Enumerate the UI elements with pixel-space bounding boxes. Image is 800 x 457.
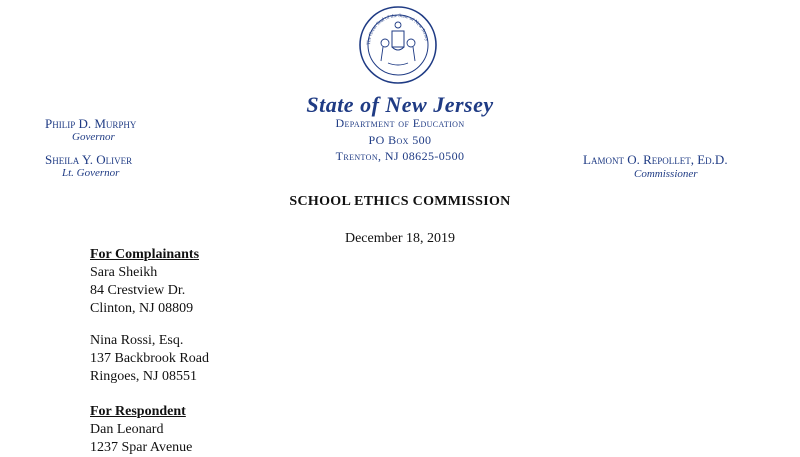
counsel-block — [90, 332, 209, 386]
respondent-name: Dan Leonard — [90, 422, 164, 437]
department-name: Department of Education — [335, 116, 465, 130]
svg-text:The Great Seal of the State of — [367, 14, 429, 45]
complainant-street: 84 Crestview Dr. — [90, 283, 186, 298]
lt-governor-title: Lt. Governor — [62, 167, 120, 179]
state-title: State of New Jersey — [306, 92, 494, 117]
state-seal-icon — [358, 5, 438, 85]
po-box: PO Box 500 — [368, 133, 432, 147]
respondent-block — [90, 403, 192, 457]
counsel-city: Ringoes, NJ 08551 — [90, 369, 197, 384]
governor-name: Philip D. Murphy — [45, 116, 137, 131]
counsel-street: 137 Backbrook Road — [90, 351, 209, 366]
commission-heading: SCHOOL ETHICS COMMISSION — [289, 194, 511, 209]
complainant-name: Sara Sheikh — [90, 265, 158, 280]
counsel-name: Nina Rossi, Esq. — [90, 333, 184, 348]
seal-text: The Great Seal of the State of New Jersey — [366, 13, 429, 46]
respondent-heading: For Respondent — [90, 404, 186, 419]
commissioner-name: Lamont O. Repollet, Ed.D. — [583, 152, 728, 167]
lt-governor-name: Sheila Y. Oliver — [45, 152, 133, 167]
complainant-city: Clinton, NJ 08809 — [90, 301, 194, 316]
letter-date: December 18, 2019 — [344, 231, 456, 246]
commissioner-title: Commissioner — [634, 168, 698, 180]
city-line: Trenton, NJ 08625-0500 — [335, 149, 465, 163]
complainants-block — [90, 246, 199, 318]
governor-title: Governor — [72, 131, 115, 143]
complainants-heading: For Complainants — [90, 247, 200, 262]
respondent-street: 1237 Spar Avenue — [90, 440, 193, 455]
